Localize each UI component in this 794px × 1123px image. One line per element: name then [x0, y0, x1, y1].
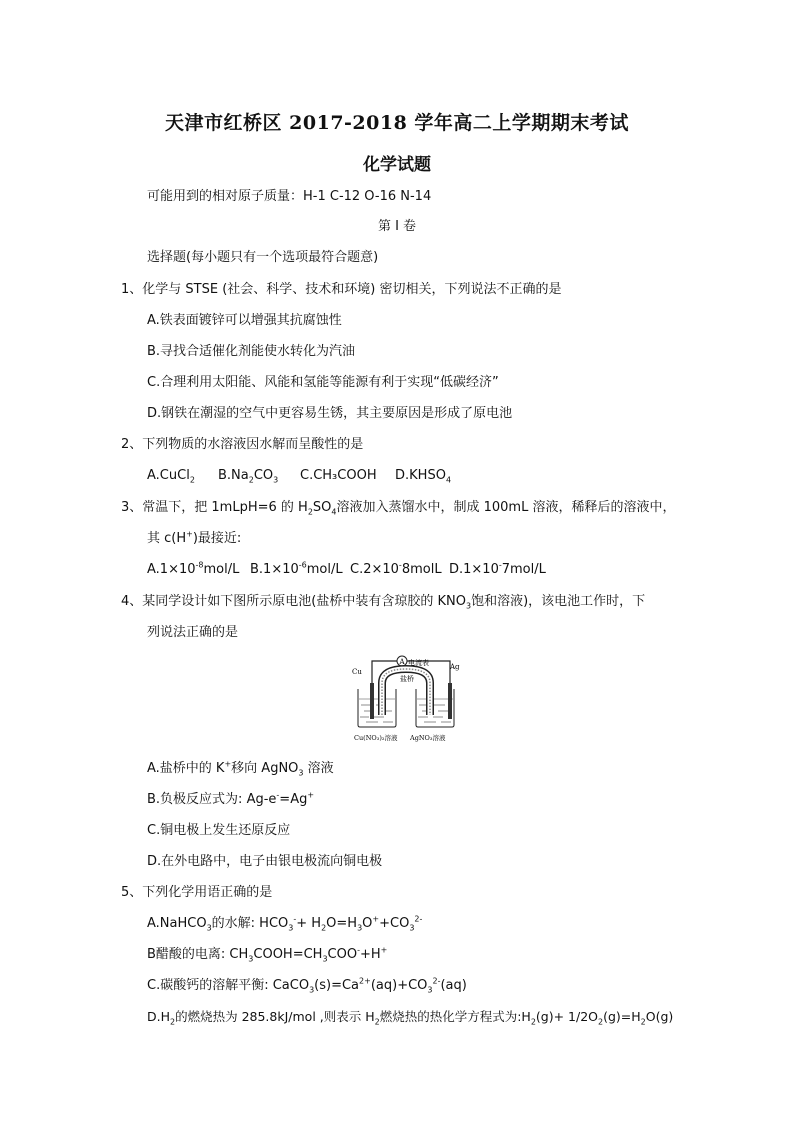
q5-option-a: A.NaHCO$_3$的水解: $HCO_3^-+ H_2O=H_3O^++CO_3^{2-}$	[147, 914, 423, 933]
cu-electrode-label: Cu	[352, 668, 362, 676]
right-solution-label: AgNO₃溶液	[410, 734, 446, 742]
q4-option-d: D.在外电路中，电子由银电极流向铜电极	[147, 854, 383, 869]
right-solution	[417, 699, 453, 722]
q3-option-d: D.1×10-7mol/L	[449, 560, 546, 577]
q4-stem: 4、某同学设计如下图所示原电池(盐桥中装有含琼胶的 $KNO_3$饱和溶液)，该电池工作时，下	[121, 594, 646, 611]
q1-option-a: A.铁表面镀锌可以增强其抗腐蚀性	[147, 313, 342, 328]
q2-option-b: $B.Na_2CO_3$	[218, 468, 279, 485]
volume-heading: 第 I 卷	[377, 219, 417, 234]
left-solution	[359, 699, 395, 722]
q4-stem-line2: 列说法正确的是	[147, 625, 239, 640]
q2-option-d: $D.KHSO_4$	[395, 468, 452, 485]
q1-stem: 1、化学与 STSE (社会、科学、技术和环境) 密切相关，下列说法不正确的是	[121, 282, 562, 297]
q5-option-d: $D.H_2$的燃烧热为 285.8kJ/mol ,则表示 $H_2$燃烧热的热化学方程式为$:H_2(g)+ 1/2O_2(g)=H_2O(g)$	[147, 1009, 674, 1027]
q5-stem: 5、下列化学用语正确的是	[121, 885, 273, 900]
left-beaker	[358, 689, 396, 727]
atomic-masses-note: 可能用到的相对原子质量：H-1 C-12 O-16 N-14	[147, 189, 432, 204]
q3-option-c: C.2×10-8molL	[350, 560, 442, 577]
q5-option-b: B醋酸的电离: $CH_3COOH=CH_3COO^-+H^+$	[147, 945, 388, 964]
q2-option-c: C.CH₃COOH	[300, 468, 377, 483]
q5-option-c: C.碳酸钙的溶解平衡: $CaCO_3(s)=Ca^{2+}(aq)+CO_3^{2-}(aq)$	[147, 976, 467, 995]
salt-bridge-label: 盐桥	[400, 675, 414, 683]
q4-option-b: B.负极反应式为: Ag-e-=Ag+	[147, 790, 315, 807]
q3-option-a: $A.1\times 10^{-8}mol/L$	[147, 560, 240, 577]
ammeter-symbol: A	[399, 658, 405, 666]
q3-stem: 3、常温下，把 1mLpH=6 的 $H_2SO_4$溶液加入蒸馏水中，制成 100mL 溶液，稀释后的溶液中，	[121, 500, 676, 517]
q2-option-a: A.CuCl$_2$	[147, 468, 195, 485]
ag-electrode-label: Ag	[450, 663, 460, 671]
instructions: 选择题(每小题只有一个选项最符合题意)	[147, 250, 379, 265]
q3-option-b: $B.1\times 10^{-6}mol/L$	[250, 560, 343, 577]
q1-option-c: C.合理利用太阳能、风能和氢能等能源有利于实现“低碳经济”	[147, 375, 499, 390]
q4-option-c: C.铜电极上发生还原反应	[147, 823, 291, 838]
galvanic-cell-diagram	[350, 655, 462, 743]
q4-option-a: A.盐桥中的 K+移向 AgNO$_3$ 溶液	[147, 759, 334, 778]
left-solution-label: Cu(NO₃)₂溶液	[354, 734, 398, 742]
page-title: 天津市红桥区 2017-2018 学年高二上学期期末考试	[165, 112, 629, 134]
q1-option-b: B.寻找合适催化剂能使水转化为汽油	[147, 344, 356, 359]
q3-stem-line2: 其 c(H+)最接近:	[147, 529, 242, 546]
ag-electrode	[448, 683, 452, 719]
q1-option-d: D.钢铁在潮湿的空气中更容易生锈，其主要原因是形成了原电池	[147, 406, 513, 421]
page-subtitle: 化学试题	[363, 155, 431, 175]
cu-electrode	[370, 683, 374, 719]
ammeter-label: 电流表	[408, 659, 429, 667]
q2-stem: 2、下列物质的水溶液因水解而呈酸性的是	[121, 437, 364, 452]
